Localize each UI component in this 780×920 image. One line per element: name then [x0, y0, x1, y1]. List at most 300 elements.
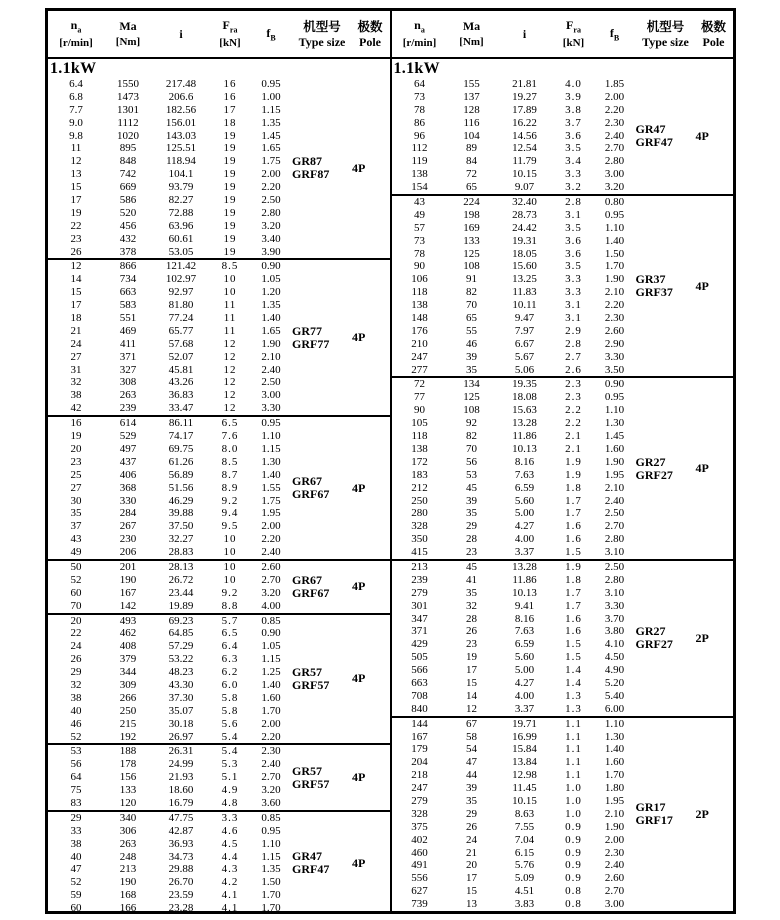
table-cell: 739: [411, 898, 428, 911]
table-row: [48, 745, 292, 758]
table-row: [392, 821, 636, 834]
table-cell: 52: [70, 730, 82, 743]
table-cell: 169: [463, 221, 480, 234]
table-cell: 1.7: [565, 586, 582, 599]
type-size-line2: GRF87: [292, 167, 330, 182]
type-size-label: [292, 615, 352, 744]
table-row: [392, 142, 636, 155]
table-cell: 4.27: [514, 520, 535, 533]
table-cell: 267: [119, 520, 137, 533]
table-cell: 23.44: [168, 586, 194, 599]
table-row: [392, 587, 636, 600]
table-cell: 0.9: [565, 846, 582, 859]
table-cell: 4.51: [514, 885, 535, 898]
table-cell: 29: [466, 807, 477, 820]
table-cell: 2.10: [261, 350, 281, 363]
table-cell: 1.1: [565, 743, 582, 756]
table-cell: 2.00: [604, 90, 625, 103]
table-row: [48, 130, 292, 143]
table-cell: 78: [414, 247, 425, 260]
pole-label: 4P: [352, 330, 366, 345]
table-cell: 7.04: [514, 833, 535, 846]
table-cell: 133: [119, 784, 137, 797]
table-cell: 82.27: [168, 194, 194, 207]
table-cell: 3.3: [565, 273, 582, 286]
table-cell: 11.86: [512, 573, 537, 586]
table-cell: 3.20: [261, 784, 281, 797]
table-cell: 64.85: [168, 627, 194, 640]
table-row: [48, 797, 292, 810]
table-cell: 21.93: [168, 771, 194, 784]
table-cell: 1.70: [261, 902, 281, 914]
table-cell: 27: [70, 350, 82, 363]
table-cell: 2.60: [604, 324, 625, 337]
type-size-line2: GRF47: [635, 135, 673, 149]
table-cell: 2.00: [261, 520, 281, 533]
table-cell: 63.96: [168, 219, 194, 232]
table-row: [48, 155, 292, 168]
table-cell: 33: [70, 824, 82, 837]
table-cell: 91: [466, 273, 477, 286]
table-cell: 28.73: [512, 208, 537, 221]
type-size-label: [292, 812, 352, 914]
table-row: [392, 625, 636, 638]
table-row: [48, 825, 292, 838]
table-cell: 432: [119, 232, 137, 245]
table-cell: 17: [70, 299, 82, 312]
table-cell: 1.70: [261, 704, 281, 717]
table-row: [48, 168, 292, 181]
table-row: [48, 653, 292, 666]
table-row: [48, 758, 292, 771]
table-cell: 18: [223, 116, 237, 129]
table-cell: 3.6: [565, 247, 582, 260]
table-cell: 368: [119, 481, 137, 494]
section-rows: [48, 745, 292, 809]
table-cell: 2.70: [261, 573, 281, 586]
table-cell: 1.65: [261, 324, 281, 337]
table-cell: 14.56: [512, 129, 537, 142]
table-cell: 4.00: [514, 689, 535, 702]
table-row: [48, 207, 292, 220]
table-row: [392, 520, 636, 533]
section-rows: [48, 78, 292, 258]
table-cell: 9.5: [221, 520, 239, 533]
table-cell: 1.90: [604, 273, 625, 286]
table-cell: 8.9: [221, 481, 239, 494]
table-cell: 12: [70, 260, 82, 273]
table-cell: 1.95: [604, 794, 625, 807]
table-cell: 172: [411, 455, 428, 468]
table-cell: 57.68: [168, 337, 194, 350]
table-cell: 1.40: [261, 312, 281, 325]
table-row: [392, 325, 636, 338]
table-cell: 3.5: [565, 142, 582, 155]
type-size-line2: GRF27: [635, 467, 673, 482]
table-cell: 166: [119, 902, 137, 914]
table-row: [48, 863, 292, 876]
table-cell: 42.87: [168, 824, 194, 837]
table-row: [48, 718, 292, 731]
table-cell: 347: [411, 612, 428, 625]
table-cell: 29: [466, 520, 477, 533]
table-cell: 14: [466, 689, 477, 702]
table-cell: 1.70: [604, 260, 625, 273]
type-size-label: [636, 196, 696, 376]
table-cell: 138: [411, 442, 428, 455]
table-cell: 462: [119, 627, 137, 640]
table-cell: 279: [411, 586, 428, 599]
table-cell: 1.95: [261, 507, 281, 520]
table-cell: 5.40: [604, 689, 625, 702]
table-cell: 2.80: [604, 573, 625, 586]
table-cell: 3.70: [604, 612, 625, 625]
table-row: [392, 168, 636, 181]
table-cell: 2.8: [565, 196, 582, 209]
table-cell: 3.6: [565, 129, 582, 142]
table-cell: 12: [466, 702, 477, 715]
table-cell: 11: [223, 324, 237, 337]
table-cell: 1.40: [604, 234, 625, 247]
table-cell: 35: [466, 363, 477, 376]
table-cell: 1.45: [604, 430, 625, 443]
table-cell: 7.6: [221, 430, 239, 443]
spec-table-right-half: [390, 11, 734, 911]
pole-label: 4P: [352, 770, 366, 785]
table-cell: 10.15: [512, 794, 537, 807]
table-row: [48, 194, 292, 207]
table-cell: 1.0: [565, 782, 582, 795]
table-cell: 39: [466, 350, 477, 363]
table-row: [48, 312, 292, 325]
table-cell: 3.00: [261, 389, 281, 402]
spec-section: [48, 260, 390, 417]
type-size-line1: GR87: [292, 154, 322, 169]
table-cell: 9.07: [514, 181, 535, 194]
table-cell: 4.00: [514, 533, 535, 546]
table-cell: 3.10: [604, 586, 625, 599]
table-cell: 49: [414, 208, 425, 221]
table-cell: 12: [223, 402, 237, 415]
table-row: [392, 898, 636, 911]
table-row: [392, 495, 636, 508]
table-cell: 56: [70, 758, 82, 771]
table-cell: 2.50: [604, 507, 625, 520]
table-cell: 84: [466, 155, 477, 168]
table-cell: 742: [119, 168, 137, 181]
table-cell: 308: [119, 376, 137, 389]
table-cell: 56.89: [168, 468, 194, 481]
table-cell: 5.00: [514, 664, 535, 677]
table-row: [48, 784, 292, 797]
table-row: [392, 155, 636, 168]
table-row: [392, 795, 636, 808]
table-cell: 1.10: [604, 221, 625, 234]
header-service-factor: $f_B$: [266, 25, 276, 42]
table-row: [392, 181, 636, 194]
table-cell: 72: [466, 168, 477, 181]
table-cell: 10.11: [512, 299, 537, 312]
type-size-label: [636, 718, 696, 911]
table-cell: 1.10: [604, 404, 625, 417]
table-cell: 4.90: [604, 664, 625, 677]
table-cell: 12: [223, 363, 237, 376]
table-cell: 5.09: [514, 872, 535, 885]
table-cell: 49: [70, 546, 82, 559]
table-cell: 70: [466, 299, 477, 312]
table-cell: 67: [466, 717, 477, 730]
table-cell: 35: [466, 794, 477, 807]
table-cell: 2.80: [604, 155, 625, 168]
table-cell: 188: [119, 745, 137, 758]
table-row: [48, 679, 292, 692]
table-cell: 15.63: [512, 404, 537, 417]
table-cell: 2.50: [261, 376, 281, 389]
table-cell: 3.9: [565, 90, 582, 103]
table-cell: 22: [70, 627, 82, 640]
table-cell: 26: [70, 245, 82, 258]
table-cell: 0.9: [565, 820, 582, 833]
table-cell: 105: [411, 417, 428, 430]
table-cell: 33.47: [168, 402, 194, 415]
table-cell: 3.30: [261, 402, 281, 415]
table-cell: 45.81: [168, 363, 194, 376]
table-cell: 1.9: [565, 468, 582, 481]
table-cell: 1.8: [565, 573, 582, 586]
table-cell: 1.1: [565, 756, 582, 769]
table-cell: 72.88: [168, 206, 194, 219]
type-size-line1: GR57: [292, 664, 322, 679]
table-row: [392, 482, 636, 495]
table-cell: 328: [411, 520, 428, 533]
table-cell: 13.28: [512, 560, 537, 573]
table-cell: 663: [119, 286, 137, 299]
table-cell: 1.3: [565, 702, 582, 715]
type-size-label: [292, 78, 352, 258]
table-cell: 1.35: [261, 299, 281, 312]
type-size-line1: GR47: [635, 122, 666, 136]
table-cell: 2.2: [565, 404, 582, 417]
table-row: [48, 587, 292, 600]
table-cell: 3.2: [565, 181, 582, 194]
table-cell: 11.45: [512, 782, 537, 795]
table-row: [392, 209, 636, 222]
table-cell: 0.8: [565, 898, 582, 911]
table-cell: 3.50: [604, 363, 625, 376]
table-cell: 30: [70, 494, 82, 507]
table-cell: 16: [223, 78, 237, 90]
table-cell: 230: [119, 533, 137, 546]
table-cell: 1.35: [261, 863, 281, 876]
table-row: [48, 600, 292, 613]
table-cell: 121.42: [165, 260, 197, 273]
table-cell: 12: [223, 350, 237, 363]
table-cell: 529: [119, 430, 137, 443]
table-row: [392, 391, 636, 404]
section-rows: [392, 561, 636, 716]
table-cell: 1.40: [261, 468, 281, 481]
table-cell: 1.45: [261, 129, 281, 142]
table-cell: 556: [411, 872, 428, 885]
table-cell: 12.54: [512, 142, 537, 155]
table-row: [392, 718, 636, 731]
table-cell: 1.6: [565, 533, 582, 546]
table-row: [392, 78, 636, 91]
table-cell: 13.28: [512, 417, 537, 430]
table-cell: 9.0: [69, 116, 83, 129]
table-cell: 6.59: [514, 638, 535, 651]
table-cell: 3.5: [565, 260, 582, 273]
table-cell: 0.90: [261, 627, 281, 640]
table-cell: 26: [466, 625, 477, 638]
table-cell: 9.2: [221, 586, 239, 599]
table-row: [48, 389, 292, 402]
table-cell: 2.60: [261, 560, 281, 573]
table-row: [48, 640, 292, 653]
table-cell: 144: [411, 717, 428, 730]
power-rating-heading: 1.1kW: [393, 60, 440, 77]
table-cell: 40: [70, 850, 82, 863]
table-row: [392, 847, 636, 860]
table-cell: 125.51: [165, 142, 197, 155]
table-row: [392, 286, 636, 299]
table-row: [48, 731, 292, 744]
table-cell: 16.22: [512, 116, 537, 129]
table-cell: 167: [119, 586, 137, 599]
table-cell: 1.05: [261, 273, 281, 286]
table-cell: 371: [411, 625, 428, 638]
table-cell: 247: [411, 782, 428, 795]
table-cell: 19: [70, 206, 82, 219]
table-cell: 15: [466, 676, 477, 689]
table-cell: 41: [466, 573, 477, 586]
table-cell: 2.70: [604, 520, 625, 533]
table-cell: 15.84: [512, 743, 537, 756]
table-cell: 48.23: [168, 666, 194, 679]
table-cell: 182.56: [165, 103, 197, 116]
table-cell: 1.90: [261, 337, 281, 350]
table-cell: 12: [223, 337, 237, 350]
table-row: [392, 756, 636, 769]
table-cell: 3.10: [604, 546, 625, 559]
table-cell: 2.10: [604, 807, 625, 820]
table-cell: 1.75: [261, 155, 281, 168]
table-row: [48, 771, 292, 784]
table-cell: 4.10: [604, 638, 625, 651]
table-cell: 38: [70, 691, 82, 704]
table-cell: 118: [411, 286, 428, 299]
table-cell: 1.65: [261, 142, 281, 155]
table-cell: 3.7: [565, 116, 582, 129]
table-cell: 11: [223, 299, 237, 312]
table-cell: 4.0: [565, 78, 582, 90]
table-cell: 43.26: [168, 376, 194, 389]
table-cell: 1.50: [604, 247, 625, 260]
table-cell: 7.63: [514, 625, 535, 638]
table-cell: 13.25: [512, 273, 537, 286]
table-cell: 1.4: [565, 664, 582, 677]
table-cell: 19: [223, 181, 237, 194]
table-cell: 92: [466, 417, 477, 430]
table-cell: 1.7: [565, 599, 582, 612]
table-cell: 9.41: [514, 599, 535, 612]
table-cell: 26.97: [168, 730, 194, 743]
type-size-line1: GR67: [292, 474, 322, 489]
table-cell: 2.40: [261, 546, 281, 559]
table-cell: 1.10: [604, 717, 625, 730]
table-cell: 12: [223, 389, 237, 402]
table-cell: 143.03: [165, 129, 197, 142]
table-cell: 10.15: [512, 168, 537, 181]
table-cell: 586: [119, 194, 137, 207]
table-cell: 65.77: [168, 324, 194, 337]
table-cell: 70: [466, 442, 477, 455]
table-cell: 23.59: [168, 889, 194, 902]
table-cell: 75: [70, 784, 82, 797]
table-cell: 4.50: [604, 651, 625, 664]
table-cell: 23: [466, 546, 477, 559]
table-cell: 2.60: [604, 872, 625, 885]
type-size-line2: GRF67: [292, 487, 330, 502]
table-cell: 10: [223, 573, 237, 586]
table-cell: 1.70: [261, 889, 281, 902]
pole-label: 4P: [352, 671, 366, 686]
table-row: [48, 299, 292, 312]
table-cell: 279: [411, 794, 428, 807]
type-size-line1: GR57: [292, 763, 322, 778]
table-cell: 408: [119, 640, 137, 653]
table-cell: 96: [414, 129, 425, 142]
table-cell: 59: [70, 889, 82, 902]
table-cell: 1.0: [565, 794, 582, 807]
table-cell: 2.40: [261, 363, 281, 376]
table-cell: 1.55: [261, 481, 281, 494]
table-cell: 2.40: [604, 859, 625, 872]
table-row: [392, 273, 636, 286]
table-cell: 86.11: [168, 417, 194, 430]
table-cell: 6.59: [514, 481, 535, 494]
table-row: [48, 443, 292, 456]
type-size-label: [636, 78, 696, 194]
type-size-label: [292, 561, 352, 613]
table-cell: 402: [411, 833, 428, 846]
table-cell: 93.79: [168, 181, 194, 194]
table-cell: 25: [70, 468, 82, 481]
table-row: [48, 220, 292, 233]
table-cell: 1.80: [604, 782, 625, 795]
table-cell: 176: [411, 324, 428, 337]
table-cell: 23.28: [168, 902, 194, 914]
table-cell: 7.55: [514, 820, 535, 833]
table-cell: 116: [463, 116, 480, 129]
table-cell: 73: [414, 90, 425, 103]
table-cell: 1.10: [261, 837, 281, 850]
table-row: [392, 260, 636, 273]
table-cell: 1.0: [565, 807, 582, 820]
table-cell: 26.31: [168, 745, 194, 758]
table-cell: 65: [466, 312, 477, 325]
table-cell: 90: [414, 404, 425, 417]
table-cell: 3.1: [565, 299, 582, 312]
table-cell: 32.27: [168, 533, 194, 546]
table-cell: 1.1: [565, 769, 582, 782]
table-cell: 47.75: [168, 811, 194, 824]
table-cell: 2.20: [261, 181, 281, 194]
type-size-line1: GR17: [635, 800, 666, 815]
table-row: [48, 533, 292, 546]
table-cell: 1.50: [261, 876, 281, 889]
table-cell: 3.00: [604, 898, 625, 911]
